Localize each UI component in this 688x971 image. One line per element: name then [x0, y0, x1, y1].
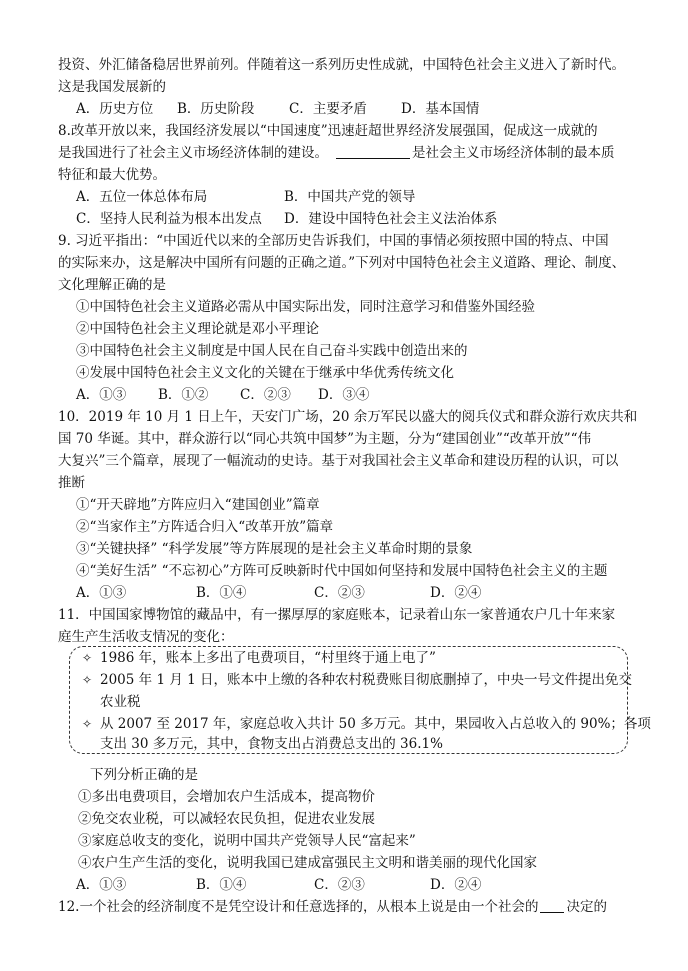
- diamond-bullet-icon: ✧: [82, 651, 93, 665]
- q9-options: [76, 385, 369, 407]
- q11-option-d[interactable]: D．②④: [430, 877, 482, 893]
- q8-text-line-3: 特征和最大优势。: [58, 167, 166, 183]
- q11-option-b[interactable]: B．①④: [196, 877, 247, 893]
- ledger-entry-1986-text: 1986 年，账本上多出了电费项目，“村里终于通上电了”: [100, 650, 436, 666]
- q7-option-c[interactable]: C．主要矛盾: [289, 101, 367, 117]
- ledger-entry-1986: [82, 648, 436, 670]
- q10-text-line-2: 国 70 华诞。其中，群众游行以“同心共筑中国梦”为主题，分为“建国创业”“改革开放”“伟: [58, 431, 592, 447]
- ledger-entry-2007-2017: [82, 714, 651, 736]
- q7-text-line-1: 投资、外汇储备稳居世界前列。伴随着这一系列历史性成就，中国特色社会主义进入了新时代。: [58, 57, 625, 73]
- q11-text-line-1: 11．中国国家博物馆的藏品中，有一摞厚厚的家庭账本，记录着山东一家普通农户几十年来家: [58, 607, 616, 623]
- q8-option-a[interactable]: A．五位一体总体布局: [76, 189, 208, 205]
- ledger-entry-2005: [82, 670, 632, 692]
- q10-statement-3: ③“关键抉择” “科学发展”等方阵展现的是社会主义革命时期的景象: [76, 541, 473, 557]
- q11-text-line-2: 庭生产生活收支情况的变化：: [58, 629, 234, 645]
- q7-option-b[interactable]: B．历史阶段: [177, 101, 255, 117]
- q9-option-a[interactable]: A．①③: [76, 387, 127, 403]
- q7-options: [76, 99, 479, 121]
- q8-answer-blank: [336, 144, 410, 159]
- ledger-entry-2005-cont: 农业税: [100, 694, 141, 710]
- q11-statement-4: ④农户生产生活的变化，说明我国已建成富强民主文明和谐美丽的现代化国家: [78, 855, 537, 871]
- q9-text-line-3: 文化理解正确的是: [58, 277, 166, 293]
- q10-text-line-4: 推断: [58, 475, 85, 491]
- q10-option-b[interactable]: B．①④: [196, 585, 247, 601]
- diamond-bullet-icon: ✧: [82, 673, 93, 687]
- q9-text-line-2: 的实际来办，这是解决中国所有问题的正确之道。”下列对中国特色社会主义道路、理论、制度、: [58, 255, 626, 271]
- q10-option-d[interactable]: D．②④: [430, 585, 482, 601]
- q11-option-c[interactable]: C．②③: [314, 877, 365, 893]
- q12-text-line-1: [58, 897, 634, 919]
- q9-option-d[interactable]: D．③④: [318, 387, 370, 403]
- q8-option-d[interactable]: D．建设中国特色社会主义法治体系: [284, 211, 498, 227]
- q11-statement-3: ③家庭总收支的变化，说明中国共产党领导人民“富起来”: [78, 833, 416, 849]
- q8-text-part-b: 是社会主义市场经济体制的最本质: [412, 145, 615, 161]
- q9-option-b[interactable]: B．①②: [158, 387, 209, 403]
- q8-options-row-2: [76, 209, 497, 231]
- q9-statement-3: ③中国特色社会主义制度是中国人民在自己奋斗实践中创造出来的: [76, 343, 468, 359]
- q8-text-line-1: 8.改革开放以来，我国经济发展以“中国速度”迅速赶超世界经济发展强国，促成这一成就的: [58, 123, 598, 139]
- q10-option-c[interactable]: C．②③: [314, 585, 365, 601]
- ledger-entry-2007-2017-cont: 支出 30 多万元，其中，食物支出占消费总支出的 36.1%: [100, 736, 443, 752]
- q7-text-line-2: 这是我国发展新的: [58, 79, 166, 95]
- q11-option-a[interactable]: A．①③: [76, 877, 127, 893]
- q11-statement-1: ①多出电费项目，会增加农户生活成本，提高物价: [78, 789, 375, 805]
- q12-text-part-b: 决定的: [566, 899, 607, 915]
- q7-option-a[interactable]: A．历史方位: [76, 101, 154, 117]
- q11-statement-2: ②免交农业税，可以减轻农民负担，促进农业发展: [78, 811, 375, 827]
- ledger-entry-2007-2017-text: 从 2007 至 2017 年，家庭总收入共计 50 多万元。其中，果园收入占总收入的 90%；各项: [100, 716, 651, 732]
- q12-answer-blank: [540, 898, 564, 913]
- q8-text-part-a: 是我国进行了社会主义市场经济体制的建设。: [58, 145, 328, 161]
- q11-options: [76, 875, 481, 897]
- q8-option-b[interactable]: B．中国共产党的领导: [284, 189, 416, 205]
- q7-option-d[interactable]: D．基本国情: [401, 101, 480, 117]
- q10-statement-1: ①“开天辟地”方阵应归入“建国创业”篇章: [76, 497, 320, 513]
- q9-text-line-1: 9. 习近平指出：“中国近代以来的全部历史告诉我们，中国的事情必须按照中国的特点、中国: [58, 233, 609, 249]
- q8-text-line-2: [58, 143, 634, 165]
- q11-prompt: 下列分析正确的是: [90, 767, 198, 783]
- q10-statement-4: ④“美好生活” “不忘初心”方阵可反映新时代中国如何坚持和发展中国特色社会主义的主题: [76, 563, 608, 579]
- q10-text-line-3: 大复兴”三个篇章，展现了一幅流动的史诗。基于对我国社会主义革命和建设历程的认识，可以: [58, 453, 619, 469]
- ledger-entry-2005-text: 2005 年 1 月 1 日，账本中上缴的各种农村税费账目彻底删掉了，中央一号文件提出免交: [100, 672, 632, 688]
- q8-option-c[interactable]: C．坚持人民利益为根本出发点: [76, 211, 262, 227]
- q8-options-row-1: [76, 187, 415, 209]
- q10-text-line-1: 10．2019 年 10 月 1 日上午，天安门广场，20 余万军民以盛大的阅兵仪式和群众游行欢庆共和: [58, 409, 638, 425]
- q9-statement-2: ②中国特色社会主义理论就是邓小平理论: [76, 321, 319, 337]
- q9-statement-1: ①中国特色社会主义道路必需从中国实际出发，同时注意学习和借鉴外国经验: [76, 299, 535, 315]
- q10-statement-2: ②“当家作主”方阵适合归入“改革开放”篇章: [76, 519, 334, 535]
- q9-statement-4: ④发展中国特色社会主义文化的关键在于继承中华优秀传统文化: [76, 365, 454, 381]
- q9-option-c[interactable]: C．②③: [240, 387, 291, 403]
- diamond-bullet-icon: ✧: [82, 717, 93, 731]
- q10-options: [76, 583, 481, 605]
- q12-text-part-a: 12.一个社会的经济制度不是凭空设计和任意选择的，从根本上说是由一个社会的: [58, 899, 539, 915]
- q10-option-a[interactable]: A．①③: [76, 585, 127, 601]
